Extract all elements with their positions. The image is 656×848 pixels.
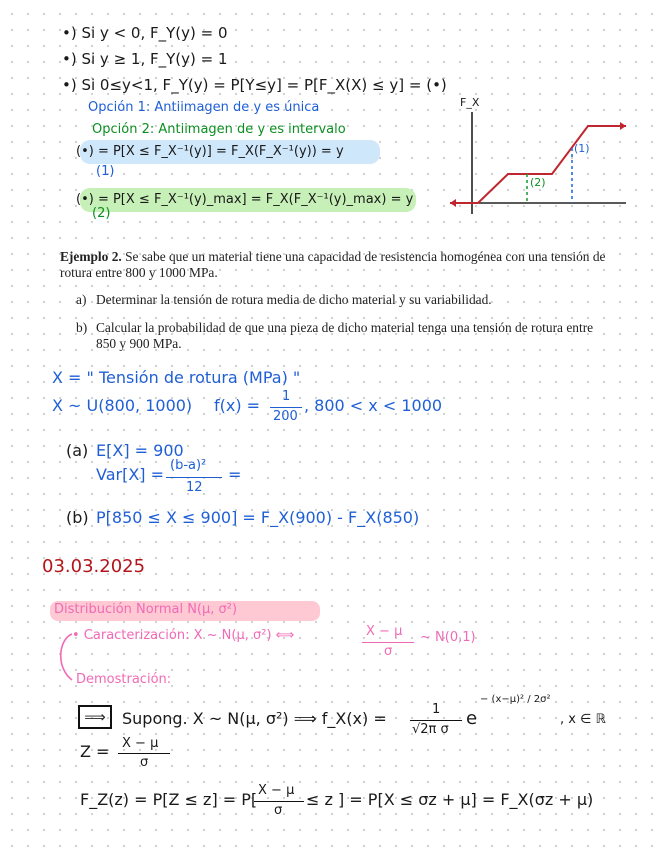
part-a-tag: (a) — [66, 441, 89, 460]
distribution-x: X ~ U(800, 1000) — [52, 396, 193, 415]
normal-title: Distribución Normal N(μ, σ²) — [54, 602, 238, 617]
ejemplo-item-a-label: a) — [76, 292, 87, 307]
fz-lhs: F_Z(z) = P[Z ≤ z] = P[ — [80, 790, 258, 809]
ejemplo-item-b-label: b) — [76, 320, 88, 335]
fz-numerator: X − μ — [258, 783, 295, 798]
density-numerator: 1 — [282, 389, 291, 404]
density-denominator: 200 — [273, 409, 298, 424]
part-b-tag: (b) — [66, 508, 89, 527]
expectation: E[X] = 900 — [96, 441, 184, 460]
variance-denominator: 12 — [186, 480, 203, 495]
pdf-denominator: √2π σ — [412, 722, 449, 737]
ejemplo-heading: Ejemplo 2. — [60, 249, 122, 264]
demostracion: Demostración: — [76, 672, 172, 687]
caracterizacion-fraction-bar — [362, 642, 414, 643]
equation-option-2: (•) = P[X ≤ F_X⁻¹(y)_max] = F_X(F_X⁻¹(y)_max) = y — [76, 192, 414, 207]
implies-box: ⟹ — [78, 705, 112, 729]
variance-equals: = — [228, 465, 242, 484]
case-y-between: •) Si 0≤y<1, F_Y(y) = P[Y≤y] = P[F_X(X) ≤ y] = (•) — [62, 76, 447, 94]
caracterizacion-numerator: X − μ — [366, 624, 403, 639]
pdf-fraction-bar — [410, 720, 462, 721]
ejemplo-text: Se sabe que un material tiene una capacidad de resistencia homogénea con una tensión de rotura entre 800 y 1000 MPa. — [60, 249, 606, 280]
caracterizacion: • Caracterización: X ~ N(μ, σ²) ⟺ — [72, 628, 295, 643]
opcion-1: Opción 1: Antiimagen de y es única — [88, 100, 320, 115]
variance-lhs: Var[X] = — [96, 465, 165, 484]
tag-2: (2) — [92, 206, 111, 221]
fz-fraction-bar — [254, 801, 304, 802]
z-definition-lhs: Z = — [80, 742, 110, 761]
variance-numerator: (b-a)² — [170, 458, 207, 473]
definition-x: X = " Tensión de rotura (MPa) " — [52, 368, 301, 387]
ejemplo-item-b-text: Calcular la probabilidad de que una pieza de dicho material tenga una tensión de rotura entre 850 y 900 MPa. — [96, 320, 594, 351]
z-fraction-bar — [118, 753, 170, 754]
density-range: , 800 < x < 1000 — [304, 396, 443, 415]
date-heading: 03.03.2025 — [42, 556, 146, 577]
tag-1: (1) — [96, 164, 115, 179]
graph-label-1: (1) — [574, 142, 590, 155]
pdf-numerator: 1 — [432, 702, 441, 717]
pdf-exponential: e — [466, 708, 478, 729]
opcion-2: Opción 2: Antiimagen de y es intervalo — [92, 122, 346, 137]
z-numerator: X − μ — [122, 736, 159, 751]
fz-rhs: ≤ z ] = P[X ≤ σz + μ] = F_X(σz + μ) — [306, 790, 594, 809]
pdf-domain: , x ∈ ℝ — [560, 712, 606, 727]
pdf-exponent: − (x−μ)² / 2σ² — [480, 694, 551, 705]
graph-ylabel: F_X — [460, 96, 480, 109]
caracterizacion-denominator: σ — [384, 644, 393, 659]
equation-option-1: (•) = P[X ≤ F_X⁻¹(y)] = F_X(F_X⁻¹(y)) = y — [76, 144, 344, 159]
suppose-line: Supong. X ~ N(μ, σ²) ⟹ f_X(x) = — [122, 709, 387, 728]
case-y-ge-one: •) Si y ≥ 1, F_Y(y) = 1 — [62, 50, 228, 68]
density-lhs: f(x) = — [214, 396, 261, 415]
graph-label-2: (2) — [530, 176, 546, 189]
caracterizacion-standard: ~ N(0,1) — [420, 630, 476, 645]
probability-b: P[850 ≤ X ≤ 900] = F_X(900) - F_X(850) — [96, 508, 420, 527]
z-denominator: σ — [140, 755, 149, 770]
ejemplo-item-a-text: Determinar la tensión de rotura media de dicho material y su variabilidad. — [96, 292, 492, 307]
pink-bracket — [61, 634, 72, 680]
case-y-negative: •) Si y < 0, F_Y(y) = 0 — [62, 24, 228, 42]
fz-denominator: σ — [274, 803, 283, 818]
